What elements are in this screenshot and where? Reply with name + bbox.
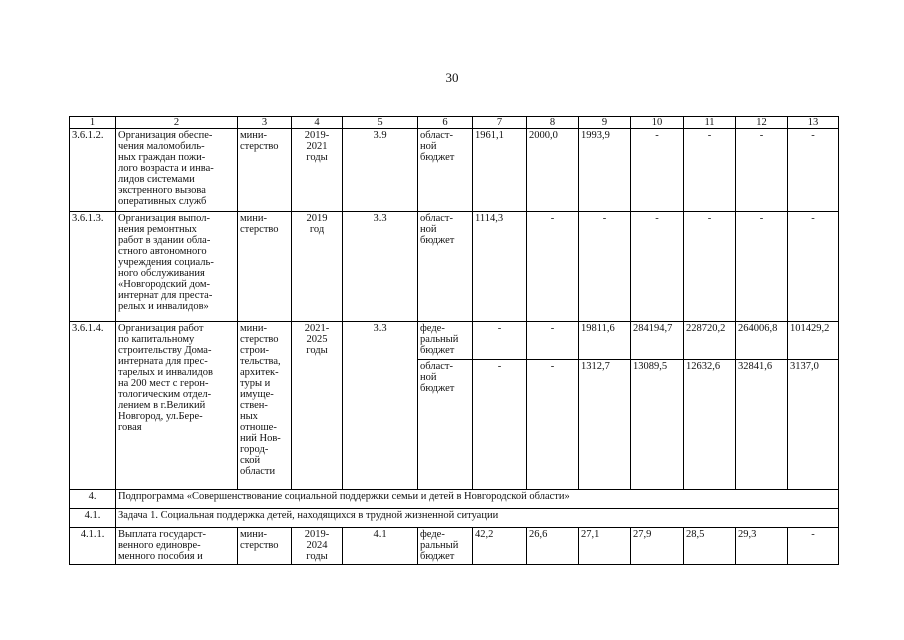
value-cell: 28,5: [684, 528, 736, 565]
table-row: [70, 322, 839, 360]
task-title: Задача 1. Социальная поддержка детей, находящихся в трудной жизненной ситуации: [116, 509, 839, 528]
header-cell: 8: [527, 117, 579, 129]
activity-name: Организация выпол- нения ремонтных работ в здании обла- стного автономного учреждения социаль- ного обслуживания «Новгородский дом- интернат для преста- релых и инвалидов»: [116, 212, 238, 322]
value-cell: 1993,9: [579, 129, 631, 212]
value-cell: 2000,0: [527, 129, 579, 212]
row-number: 4.: [70, 490, 116, 509]
value-cell: 29,3: [736, 528, 788, 565]
header-cell: 9: [579, 117, 631, 129]
period: 2019- 2024 годы: [292, 528, 343, 565]
task-row: [70, 509, 839, 528]
value-cell: -: [788, 129, 839, 212]
header-cell: 5: [343, 117, 418, 129]
value-cell: -: [579, 212, 631, 322]
program-table: [69, 116, 839, 565]
header-cell: 13: [788, 117, 839, 129]
value-cell: 3137,0: [788, 360, 839, 490]
value-cell: -: [527, 212, 579, 322]
page-number: 30: [445, 70, 459, 85]
header-cell: 7: [473, 117, 527, 129]
period: 2019 год: [292, 212, 343, 322]
value-cell: 1312,7: [579, 360, 631, 490]
executor: мини- стерство: [238, 212, 292, 322]
row-number: 3.6.1.2.: [70, 129, 116, 212]
header-cell: 11: [684, 117, 736, 129]
row-number: 3.6.1.3.: [70, 212, 116, 322]
funding-source: област- ной бюджет: [418, 212, 473, 322]
header-row: [70, 117, 839, 129]
value-cell: 13089,5: [631, 360, 684, 490]
value-cell: 1961,1: [473, 129, 527, 212]
value-cell: 284194,7: [631, 322, 684, 360]
value-cell: -: [684, 129, 736, 212]
executor: мини- стерство: [238, 528, 292, 565]
value-cell: -: [788, 528, 839, 565]
subprogram-row: [70, 490, 839, 509]
table-row: [70, 528, 839, 565]
activity-name: Организация работ по капитальному строительству Дома- интерната для прес- тарелых и инвалидов на 200 мест с герон- тологическим отдел- лением в г.Великий Новгород, ул.Бере- говая: [116, 322, 238, 490]
value-cell: -: [631, 129, 684, 212]
funding-source: област- ной бюджет: [418, 360, 473, 490]
executor: мини- стерство строи- тельства, архитек- туры и имуще- ствен- ных отноше- ний Нов- город- ской области: [238, 322, 292, 490]
value-cell: -: [473, 360, 527, 490]
funding-source: феде- ральный бюджет: [418, 528, 473, 565]
header-cell: 12: [736, 117, 788, 129]
period: 2019- 2021 годы: [292, 129, 343, 212]
value-cell: 42,2: [473, 528, 527, 565]
header-cell: 6: [418, 117, 473, 129]
row-number: 4.1.: [70, 509, 116, 528]
value-cell: 27,1: [579, 528, 631, 565]
table-row: [70, 212, 839, 322]
value-cell: 264006,8: [736, 322, 788, 360]
header-cell: 10: [631, 117, 684, 129]
value-cell: -: [736, 212, 788, 322]
value-cell: -: [473, 322, 527, 360]
row-number: 4.1.1.: [70, 528, 116, 565]
value-cell: 1114,3: [473, 212, 527, 322]
period: 2021- 2025 годы: [292, 322, 343, 490]
value-cell: 27,9: [631, 528, 684, 565]
funding-source: област- ной бюджет: [418, 129, 473, 212]
value-cell: -: [788, 212, 839, 322]
target-indicator: 3.9: [343, 129, 418, 212]
activity-name: Выплата государст- венного единовре- менного пособия и: [116, 528, 238, 565]
header-cell: 3: [238, 117, 292, 129]
target-indicator: 4.1: [343, 528, 418, 565]
value-cell: -: [736, 129, 788, 212]
header-cell: 2: [116, 117, 238, 129]
value-cell: 12632,6: [684, 360, 736, 490]
value-cell: 26,6: [527, 528, 579, 565]
value-cell: -: [631, 212, 684, 322]
row-number: 3.6.1.4.: [70, 322, 116, 490]
value-cell: 228720,2: [684, 322, 736, 360]
header-cell: 4: [292, 117, 343, 129]
activity-name: Организация обеспе- чения маломобиль- ных граждан пожи- лого возраста и инва- лидов системами экстренного вызова оперативных служб: [116, 129, 238, 212]
target-indicator: 3.3: [343, 322, 418, 490]
value-cell: 101429,2: [788, 322, 839, 360]
value-cell: -: [527, 322, 579, 360]
value-cell: 19811,6: [579, 322, 631, 360]
target-indicator: 3.3: [343, 212, 418, 322]
table-row: [70, 129, 839, 212]
header-cell: 1: [70, 117, 116, 129]
funding-source: феде- ральный бюджет: [418, 322, 473, 360]
value-cell: -: [527, 360, 579, 490]
value-cell: 32841,6: [736, 360, 788, 490]
value-cell: -: [684, 212, 736, 322]
subprogram-title: Подпрограмма «Совершенствование социальной поддержки семьи и детей в Новгородской области»: [116, 490, 839, 509]
executor: мини- стерство: [238, 129, 292, 212]
